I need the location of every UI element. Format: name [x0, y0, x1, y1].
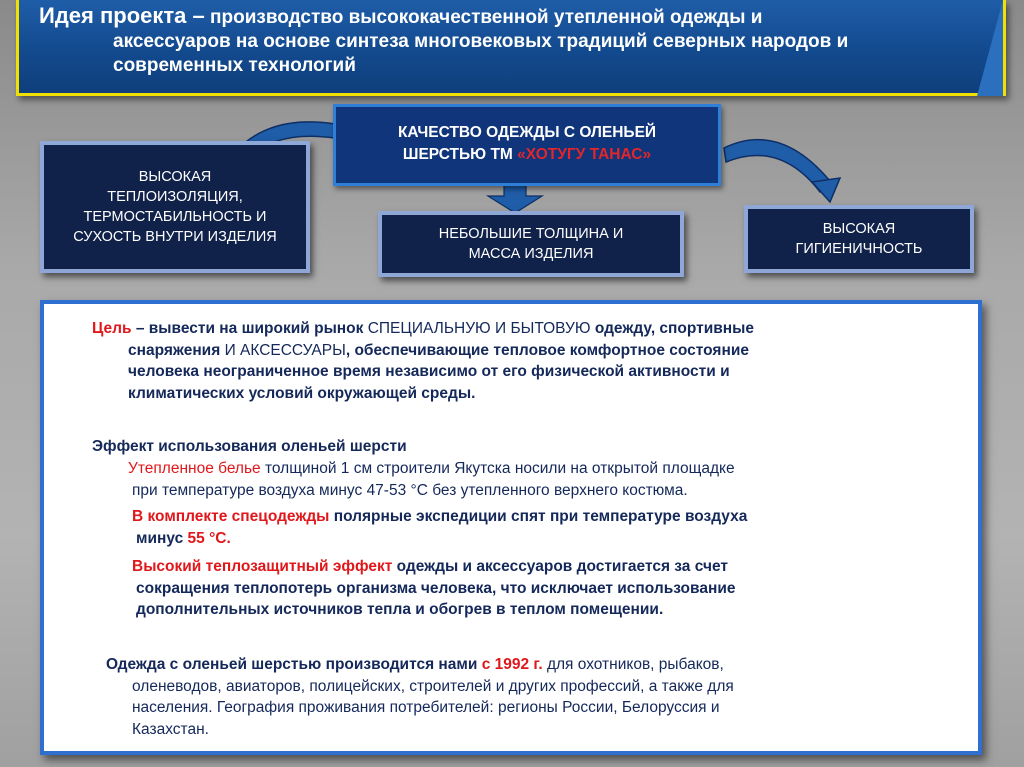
feature-text: ВЫСОКАЯ — [822, 221, 896, 237]
kit-temperature: 55 °С. — [187, 529, 231, 547]
production-text: для охотников, рыбаков, — [542, 656, 724, 673]
effect-kit — [132, 506, 952, 549]
feature-thermal-insulation — [40, 141, 310, 273]
feature-hygiene — [744, 205, 974, 273]
production-line2: оленеводов, авиаторов, полицейских, строителей и других профессий, а также для — [132, 677, 734, 695]
heat-line2: сокращения теплопотерь организма человека, что исключает использование — [136, 579, 736, 597]
feature-text: ТЕПЛОИЗОЛЯЦИЯ, — [107, 189, 243, 205]
production-text: Одежда с оленьей шерстью производится нами — [106, 656, 482, 673]
brand-name: «ХОТУГУ ТАНАС» — [517, 146, 652, 163]
project-idea-line3: современных технологий — [113, 55, 356, 76]
kit-text: полярные экспедиции спят при температуре воздуха — [329, 508, 748, 525]
quality-box — [333, 104, 721, 186]
feature-text: НЕБОЛЬШИЕ ТОЛЩИНА И — [438, 226, 624, 242]
production-paragraph — [106, 654, 956, 740]
goal-line3: человека неограниченное время независимо от его физической активности и — [128, 363, 730, 380]
goal-text-caps: СПЕЦИАЛЬНУЮ И БЫТОВУЮ — [367, 320, 591, 337]
project-idea-text — [39, 4, 989, 78]
underwear-text: толщиной 1 см строители Якутска носили на открытой площадке — [260, 460, 735, 477]
effect-title: Эффект использования оленьей шерсти — [92, 438, 407, 455]
goal-text: , обеспечивающие тепловое комфортное состояние — [345, 341, 749, 359]
quality-line2-prefix: ШЕРСТЬЮ ТМ — [402, 146, 513, 163]
kit-text: минус — [136, 529, 188, 547]
feature-text: ВЫСОКАЯ — [138, 169, 212, 185]
goal-text: снаряжения — [128, 341, 225, 359]
production-line3: населения. География проживания потребителей: регионы России, Белоруссия и — [132, 699, 720, 716]
feature-text: СУХОСТЬ ВНУТРИ ИЗДЕЛИЯ — [73, 229, 277, 245]
project-idea-line1: производство высококачественной утепленной одежды и — [210, 7, 763, 28]
feature-text: МАССА ИЗДЕЛИЯ — [468, 246, 594, 262]
quality-line1: КАЧЕСТВО ОДЕЖДЫ С ОЛЕНЬЕЙ — [397, 124, 657, 141]
goal-line4: климатических условий окружающей среды. — [128, 384, 476, 402]
project-idea-banner — [16, 0, 1006, 96]
goal-paragraph — [92, 318, 962, 404]
feature-text: ГИГИЕНИЧНОСТЬ — [795, 241, 923, 257]
effect-heat — [132, 556, 962, 621]
quality-line2 — [336, 144, 718, 166]
kit-label: В комплекте спецодежды — [132, 508, 330, 525]
underwear-text-line2: при температуре воздуха минус 47-53 °С без утепленного верхнего костюма. — [132, 481, 688, 499]
main-content-panel — [40, 300, 982, 755]
heat-line3: дополнительных источников тепла и обогрев в теплом помещении. — [136, 601, 664, 618]
heat-label: Высокий теплозащитный эффект — [132, 558, 393, 575]
kit-line2 — [132, 528, 952, 550]
project-idea-line2: аксессуаров на основе синтеза многовековых традиций северных народов и — [113, 31, 849, 52]
goal-dash: – — [131, 320, 149, 337]
underwear-label: Утепленное белье — [128, 460, 261, 477]
down-arrow-icon — [486, 184, 544, 214]
effect-underwear — [128, 458, 948, 501]
goal-line2 — [92, 340, 962, 362]
right-curved-arrow-icon — [722, 126, 842, 204]
production-year: с 1992 г. — [481, 656, 543, 673]
goal-label: Цель — [92, 320, 132, 337]
goal-text-caps: И АКСЕССУАРЫ — [224, 341, 346, 359]
feature-thickness-mass — [378, 211, 684, 277]
production-line4: Казахстан. — [132, 720, 209, 738]
heat-text: одежды и аксессуаров достигается за счет — [392, 558, 728, 575]
project-idea-lead: Идея проекта – — [39, 3, 205, 28]
goal-text: вывести на широкий рынок — [148, 320, 368, 337]
goal-text: одежду, спортивные — [590, 320, 755, 337]
feature-text: ТЕРМОСТАБИЛЬНОСТЬ И — [83, 209, 267, 225]
